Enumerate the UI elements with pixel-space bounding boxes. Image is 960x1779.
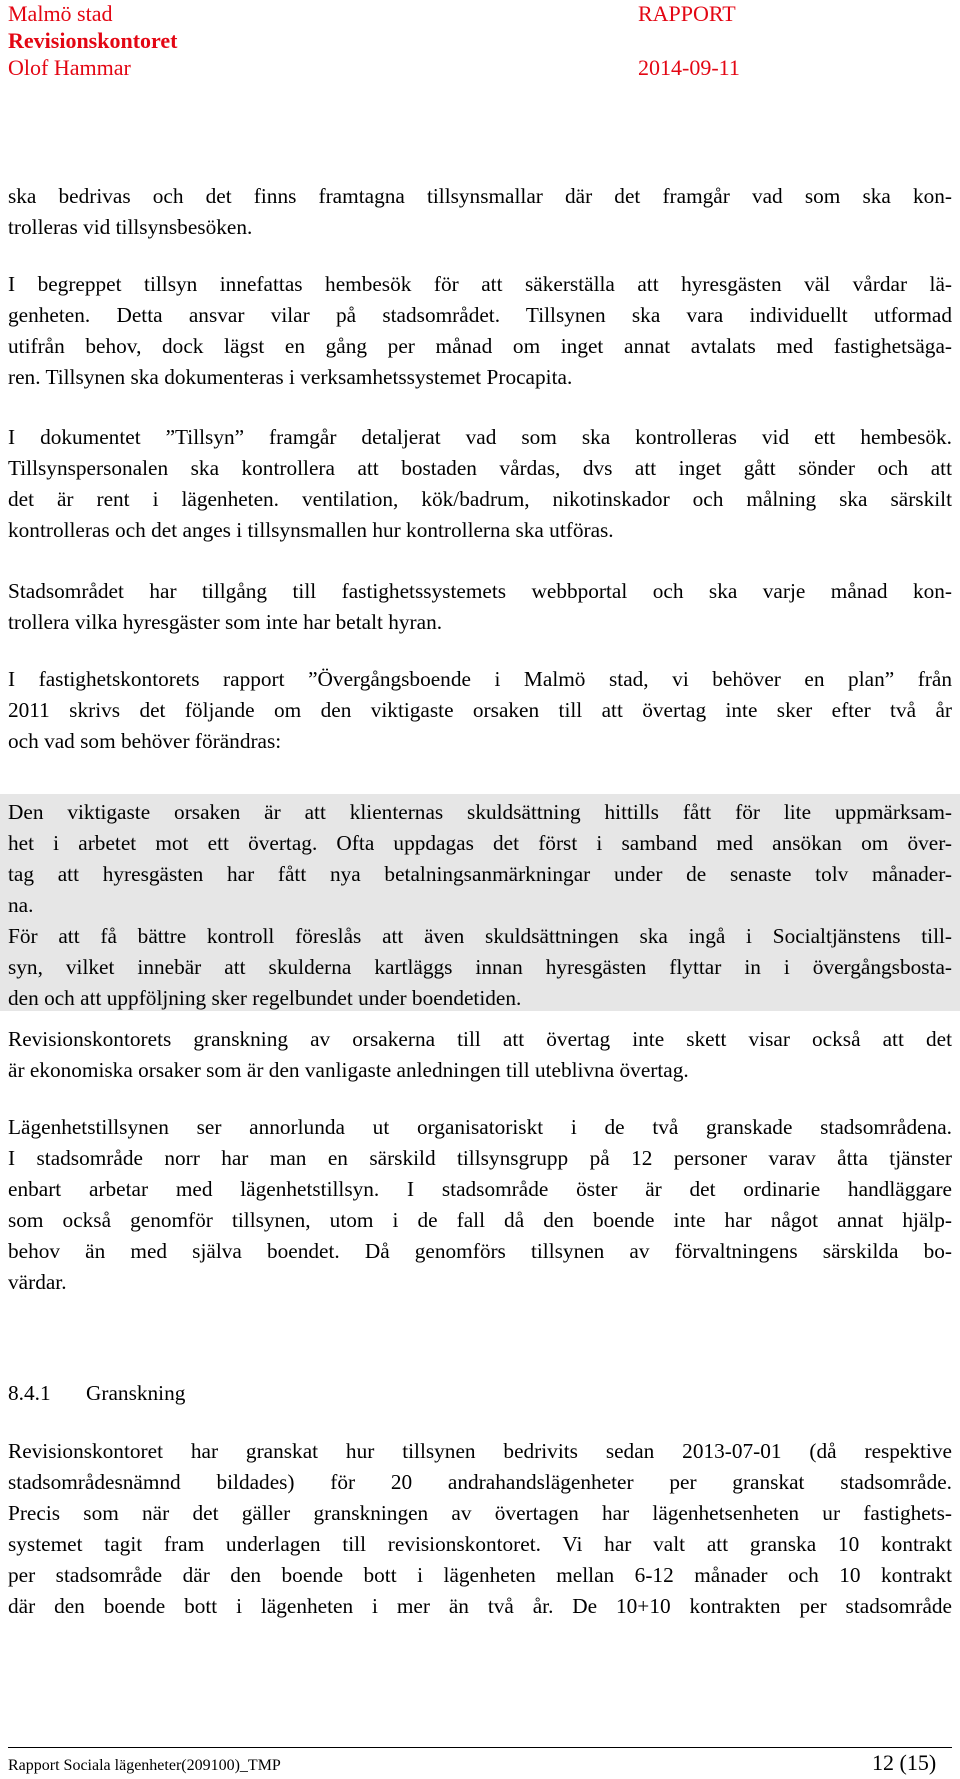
text-line: och vad som behöver förändras: (8, 729, 282, 753)
paragraph-tillsynsmallar (8, 181, 952, 243)
text-line: genheten. Detta ansvar vilar på stadsområdet. Tillsynen ska vara individuellt utformad (8, 303, 952, 327)
header-row-3 (8, 54, 768, 82)
text-line: det är rent i lägenheten. ventilation, kök/badrum, nikotinskador och målning ska särskilt (8, 487, 952, 511)
text-line: Revisionskontoret har granskat hur tillsynen bedrivits sedan 2013-07-01 (då respektive (8, 1439, 952, 1463)
paragraph-webbportal (8, 576, 952, 638)
text-line: systemet tagit fram underlagen till revisionskontoret. Vi har valt att granska 10 kontrakt (8, 1532, 952, 1556)
text-line: stadsområdesnämnd bildades) för 20 andrahandslägenheter per granskat stadsområde. (8, 1470, 952, 1494)
section-number: 8.4.1 (8, 1381, 51, 1405)
text-line: behov än med själva boendet. Då genomförs tillsynen av förvaltningens särskilda bo- (8, 1239, 952, 1263)
text-line: För att få bättre kontroll föreslås att även skuldsättningen ska ingå i Socialtjänstens till- (8, 924, 952, 948)
footer-page-number: 12 (15) (872, 1750, 937, 1775)
header-office: Revisionskontoret (8, 28, 178, 53)
text-line: I stadsområde norr har man en särskild tillsynsgrupp på 12 personer varav åtta tjänster (8, 1146, 952, 1170)
paragraph-lagenhetstillsynen (8, 1112, 952, 1298)
text-line: I begreppet tillsyn innefattas hembesök för att säkerställa att hyresgästen väl vårdar lä- (8, 272, 952, 296)
text-line: Tillsynspersonalen ska kontrollera att bostaden vårdas, dvs att inget gått sönder och att (8, 456, 952, 480)
text-line: I fastighetskontorets rapport ”Övergångsboende i Malmö stad, vi behöver en plan” från (8, 667, 952, 691)
text-line: ren. Tillsynen ska dokumenteras i verksamhetssystemet Procapita. (8, 365, 573, 389)
text-line: trolleras vid tillsynsbesöken. (8, 215, 253, 239)
text-line: enbart arbetar med lägenhetstillsyn. I stadsområde öster är det ordinarie handläggare (8, 1177, 952, 1201)
text-line: som också genomför tillsynen, utom i de fall då den boende inte har något annat hjälp- (8, 1208, 952, 1232)
text-line: Precis som när det gäller granskningen av övertagen har lägenhetsenheten ur fastighets- (8, 1501, 952, 1525)
text-line: na. (8, 893, 34, 917)
text-line: utifrån behov, dock lägst en gång per månad om inget annat avtalats med fastighetsäga- (8, 334, 952, 358)
header-doc-type: RAPPORT (638, 1, 736, 26)
text-line: 2011 skrivs det följande om den viktigaste orsaken till att övertag inte sker efter två år (8, 698, 952, 722)
text-line: Lägenhetstillsynen ser annorlunda ut organisatoriskt i de två granskade stadsområdena. (8, 1115, 952, 1139)
paragraph-fastighetskontorets-rapport (8, 664, 952, 757)
text-line: trollera vilka hyresgäster som inte har betalt hyran. (8, 610, 443, 634)
header-author: Olof Hammar (8, 55, 131, 80)
header-org: Malmö stad (8, 1, 113, 26)
text-line: syn, vilket innebär att skulderna kartläggs innan hyresgästen flyttar in i övergångsbosta- (8, 955, 952, 979)
section-title: Granskning (86, 1381, 186, 1405)
section-heading (8, 1378, 185, 1409)
footer-divider (8, 1747, 952, 1748)
text-line: tag att hyresgästen har fått nya betalningsanmärkningar under de senaste tolv månader- (8, 862, 952, 886)
paragraph-granskning-orsaker (8, 1024, 952, 1086)
text-line: Den viktigaste orsaken är att klienternas skuldsättning hittills fått för lite uppmärksam- (8, 800, 952, 824)
text-line: kontrolleras och det anges i tillsynsmallen hur kontrollerna ska utföras. (8, 518, 614, 542)
paragraph-dokumentet-tillsyn (8, 422, 952, 546)
header-date: 2014-09-11 (638, 55, 740, 80)
text-line: per stadsområde där den boende bott i lägenheten mellan 6-12 månader och 10 kontrakt (8, 1563, 952, 1587)
text-line: är ekonomiska orsaker som är den vanligaste anledningen till uteblivna övertag. (8, 1058, 689, 1082)
text-line: Revisionskontorets granskning av orsakerna till att övertag inte skett visar också att det (8, 1027, 952, 1051)
quote-block (8, 797, 952, 1014)
text-line: het i arbetet mot ett övertag. Ofta uppdagas det först i samband med ansökan om över- (8, 831, 952, 855)
header-row-2 (8, 27, 768, 55)
footer-document-name: Rapport Sociala lägenheter(209100)_TMP (8, 1757, 281, 1774)
header-row-1 (8, 0, 768, 28)
text-line: Stadsområdet har tillgång till fastighetssystemets webbportal och ska varje månad kon- (8, 579, 952, 603)
paragraph-hembesok (8, 269, 952, 393)
text-line: där den boende bott i lägenheten i mer än två år. De 10+10 kontrakten per stadsområde (8, 1594, 952, 1618)
text-line: ska bedrivas och det finns framtagna tillsynsmallar där det framgår vad som ska kon- (8, 184, 952, 208)
paragraph-granskning (8, 1436, 952, 1622)
text-line: I dokumentet ”Tillsyn” framgår detaljerat vad som ska kontrolleras vid ett hembesök. (8, 425, 952, 449)
text-line: den och att uppföljning sker regelbundet under boendetiden. (8, 986, 522, 1010)
text-line: värdar. (8, 1270, 67, 1294)
